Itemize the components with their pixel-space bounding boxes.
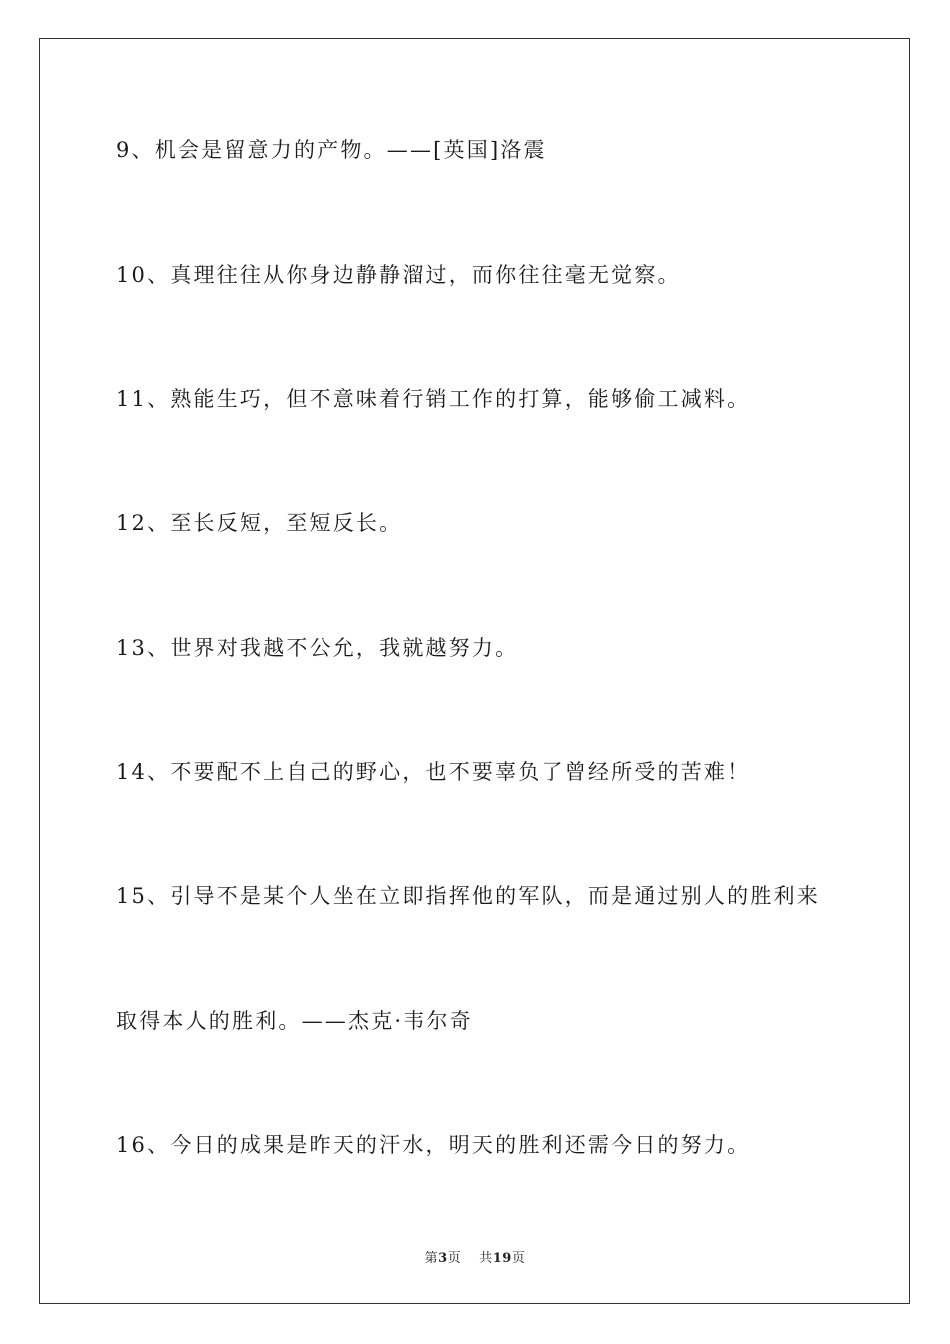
total-prefix: 共	[479, 1251, 493, 1266]
page-prefix: 第	[424, 1251, 439, 1266]
current-page-number: 3	[438, 1251, 448, 1266]
quote-line-12: 12、至长反短，至短反长。	[116, 511, 403, 535]
page-footer	[0, 1247, 950, 1266]
quote-line-11: 11、熟能生巧，但不意味着行销工作的打算，能够偷工减料。	[116, 387, 751, 411]
quote-line-13: 13、世界对我越不公允，我就越努力。	[116, 636, 519, 660]
quote-line-15-continued: 取得本人的胜利。——杰克·韦尔奇	[116, 1009, 473, 1033]
page-border	[39, 38, 910, 1304]
quote-line-14: 14、不要配不上自己的野心，也不要辜负了曾经所受的苦难！	[116, 760, 751, 784]
quote-line-16: 16、今日的成果是昨天的汗水，明天的胜利还需今日的努力。	[116, 1133, 751, 1157]
quote-line-9: 9、机会是留意力的产物。——[英国]洛震	[116, 138, 547, 162]
total-suffix: 页	[511, 1251, 526, 1266]
total-pages-number: 19	[492, 1251, 512, 1266]
quote-line-10: 10、真理往往从你身边静静溜过，而你往往毫无觉察。	[116, 263, 681, 287]
quote-line-15: 15、引导不是某个人坐在立即指挥他的军队，而是通过别人的胜利来	[116, 884, 820, 908]
page-suffix: 页	[447, 1251, 462, 1266]
